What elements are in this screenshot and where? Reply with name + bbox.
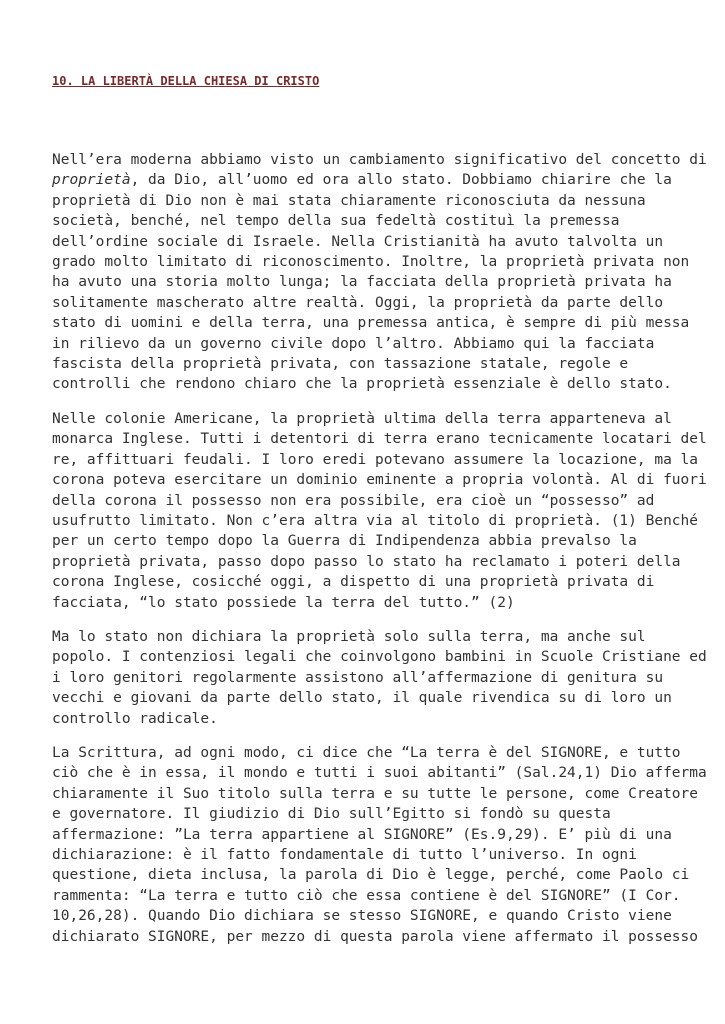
text-line: stato di uomini e della terra, una premessa antica, è sempre di più messa	[52, 315, 690, 332]
paragraph-1	[52, 150, 707, 395]
text-line: per un certo tempo dopo la Guerra di Indipendenza abbia prevalso la	[52, 533, 637, 550]
text-line: rammenta: “La terra e tutto ciò che essa contiene è del SIGNORE” (I Cor.	[52, 887, 681, 904]
text-line: corona poteva esercitare un dominio eminente a propria volontà. Al di fuori	[52, 472, 707, 489]
text-line: Ma lo stato non dichiara la proprietà solo sulla terra, ma anche sul	[52, 628, 646, 645]
text-line: dichiarazione: è il fatto fondamentale di tutto l’universo. In ogni	[52, 847, 637, 863]
text-line: grado molto limitato di riconoscimento. Inoltre, la proprietà privata non	[52, 254, 690, 271]
text-line: in rilievo da un governo civile dopo l’altro. Abbiamo qui la facciata	[52, 335, 655, 352]
text-line: della corona il possesso non era possibile, era cioè un “possesso” ad	[52, 492, 655, 509]
text-line: controllo radicale.	[52, 710, 218, 727]
text-line: i loro genitori regolarmente assistono all’affermazione di genitura su	[52, 669, 664, 686]
text-line: usufrutto limitato. Non c’era altra via al titolo di proprietà. (1) Benché	[52, 512, 699, 529]
text-line: La Scrittura, ad ogni modo, ci dice che “La terra è del SIGNORE, e tutto	[52, 744, 681, 761]
text-line: monarca Inglese. Tutti i detentori di terra erano tecnicamente locatari del	[52, 431, 707, 448]
text-line: corona Inglese, cosicché oggi, a dispetto di una proprietà privata di	[52, 574, 655, 591]
text-line: e governatore. Il giudizio di Dio sull’Egitto si fondò su questa	[52, 806, 611, 823]
paragraph-2	[52, 409, 707, 613]
text-line: questione, dieta inclusa, la parola di Dio è legge, perché, come Paolo ci	[52, 867, 690, 884]
text-line: re, affittuari feudali. I loro eredi potevano assumere la locazione, ma la	[52, 451, 699, 468]
text-line: controlli che rendono chiaro che la proprietà essenziale è dello stato.	[52, 376, 672, 393]
text-line: affermazione: ”La terra appartiene al SIGNORE” (Es.9,29). E’ più di una	[52, 826, 672, 843]
document-body	[52, 150, 707, 961]
text-line: facciata, “lo stato possiede la terra del tutto.” (2)	[52, 594, 515, 611]
emphasis-term: proprietà	[52, 172, 131, 189]
paragraph-3	[52, 627, 707, 729]
text-line: vecchi e giovani da parte dello stato, il quale rivendica su di loro un	[52, 690, 672, 707]
text-line: solitamente mascherato altre realtà. Oggi, la proprietà da parte dello	[52, 294, 664, 311]
text-line: Nelle colonie Americane, la proprietà ultima della terra apparteneva al	[52, 410, 672, 427]
text-line: ciò che è in essa, il mondo e tutti i suoi abitanti” (Sal.24,1) Dio afferma	[52, 765, 707, 782]
text-fragment: , da Dio, all’uomo ed ora allo stato. Dobbiamo chiarire che la	[130, 172, 672, 189]
text-line: dichiarato SIGNORE, per mezzo di questa parola viene affermato il possesso	[52, 928, 699, 945]
text-line: fascista della proprietà privata, con tassazione statale, regole e	[52, 356, 629, 373]
chapter-heading: 10. LA LIBERTÀ DELLA CHIESA DI CRISTO	[52, 74, 320, 88]
text-line: popolo. I contenziosi legali che coinvolgono bambini in Scuole Cristiane ed	[52, 649, 707, 666]
text-line: ha avuto una storia molto lunga; la facciata della proprietà privata ha	[52, 274, 672, 291]
text-line: 10,26,28). Quando Dio dichiara se stesso SIGNORE, e quando Cristo viene	[52, 908, 672, 925]
text-line: proprietà di Dio non è mai stata chiaramente riconosciuta da nessuna	[52, 192, 646, 209]
text-line: chiaramente il Suo titolo sulla terra e su tutte le persone, come Creatore	[52, 785, 699, 802]
text-line: società, benché, nel tempo della sua fedeltà costituì la premessa	[52, 213, 620, 230]
text-line	[52, 170, 672, 190]
text-line: proprietà privata, passo dopo passo lo stato ha reclamato i poteri della	[52, 553, 681, 570]
text-line: Nell’era moderna abbiamo visto un cambiamento significativo del concetto di	[52, 152, 707, 168]
paragraph-4	[52, 743, 707, 947]
text-line: dell’ordine sociale di Israele. Nella Cristianità ha avuto talvolta un	[52, 233, 664, 250]
